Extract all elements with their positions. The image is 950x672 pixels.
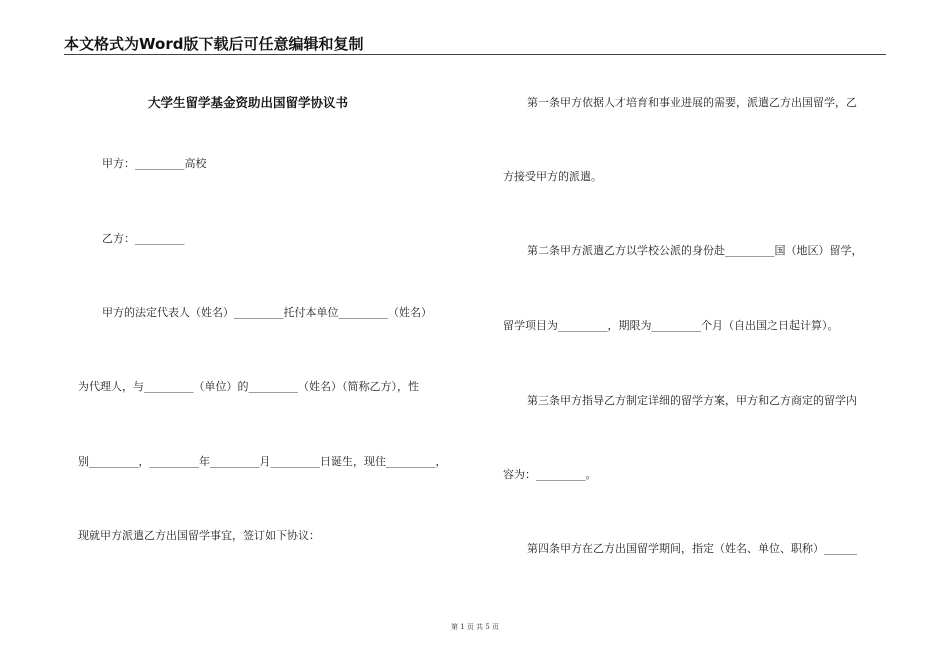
header-divider xyxy=(64,54,886,55)
page-header: 本文格式为Word版下载后可任意编辑和复制 xyxy=(64,35,364,53)
party-a-line: 甲方：_________高校 xyxy=(102,157,207,170)
article-3-line-1: 第三条甲方指导乙方制定详细的留学方案，甲方和乙方商定的留学内 xyxy=(527,394,857,407)
agreement-intro-line: 现就甲方派遣乙方出国留学事宜，签订如下协议： xyxy=(78,529,320,542)
birth-address-line: 别_________，_________年_________月_________日诞生，现住_________， xyxy=(78,455,447,468)
article-3-line-2: 容为：_________。 xyxy=(503,468,597,481)
document-title: 大学生留学基金资助出国留学协议书 xyxy=(148,95,349,110)
article-2-line-1: 第二条甲方派遣乙方以学校公派的身份赴_________国（地区）留学， xyxy=(527,244,863,257)
agent-line: 为代理人，与_________（单位）的_________（姓名）（简称乙方），性 xyxy=(78,380,419,393)
article-1-line-1: 第一条甲方依据人才培育和事业进展的需要，派遣乙方出国留学，乙 xyxy=(527,96,857,109)
page-indicator: 第 1 页 共 5 页 xyxy=(450,623,500,631)
article-2-line-2: 留学项目为_________，期限为_________个月（自出国之日起计算）。 xyxy=(503,319,839,332)
party-b-line: 乙方：_________ xyxy=(102,232,185,245)
article-1-line-2: 方接受甲方的派遣。 xyxy=(503,170,602,183)
representative-line: 甲方的法定代表人（姓名）_________托付本单位_________（姓名） xyxy=(102,306,432,319)
article-4-line-1: 第四条甲方在乙方出国留学期间，指定（姓名、单位、职称）______ xyxy=(527,542,857,555)
